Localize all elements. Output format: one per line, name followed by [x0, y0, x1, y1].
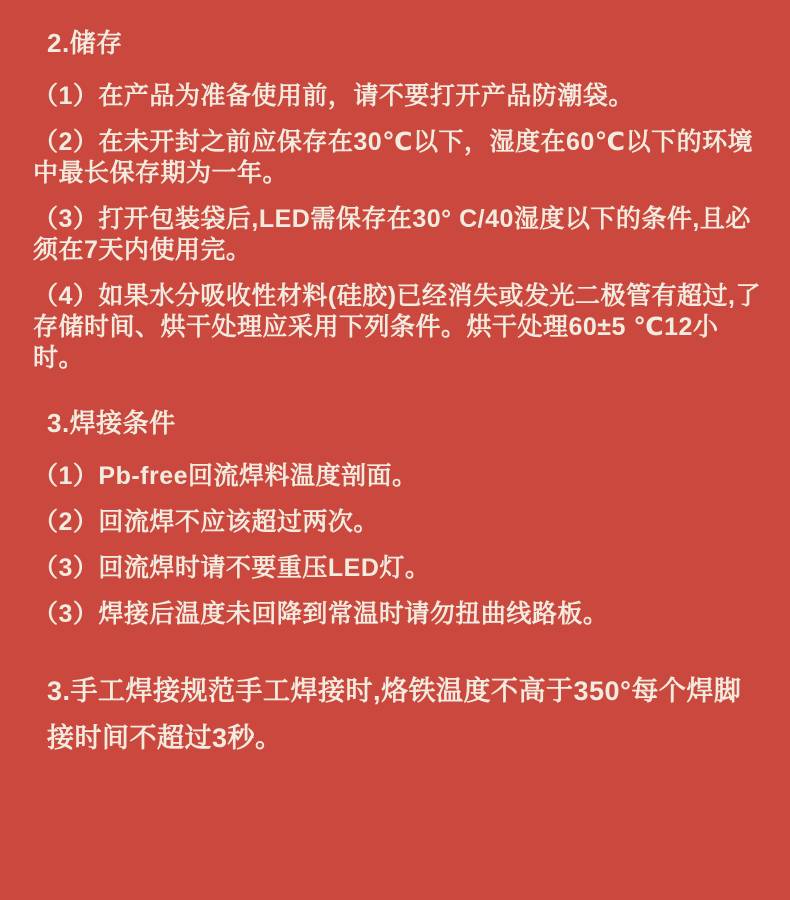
section-title-storage: 2.储存 — [47, 28, 123, 58]
section-title-soldering: 3.焊接条件 — [47, 408, 176, 438]
storage-item-3: （3）打开包装袋后,LED需保存在30° C/40湿度以下的条件,且必须在7天内使用完。 — [33, 205, 751, 264]
storage-item-1: （1）在产品为准备使用前，请不要打开产品防潮袋。 — [33, 82, 634, 110]
soldering-item-2: （2）回流焊不应该超过两次。 — [33, 508, 379, 536]
soldering-item-3: （3）回流焊时请不要重压LED灯。 — [33, 554, 431, 582]
storage-item-2: （2）在未开封之前应保存在30℃以下，湿度在60℃以下的环境中最长保存期为一年。 — [33, 128, 754, 187]
soldering-item-1: （1）Pb-free回流焊料温度剖面。 — [33, 462, 418, 490]
soldering-item-4: （3）焊接后温度未回降到常温时请勿扭曲线路板。 — [33, 600, 609, 628]
manual-soldering-note: 3.手工焊接规范手工焊接时,烙铁温度不高于350°每个焊脚接时间不超过3秒。 — [47, 676, 742, 753]
storage-item-4: （4）如果水分吸收性材料(硅胶)已经消失或发光二极管有超过,了存储时间、烘干处理应采用下列条件。烘干处理60±5 ℃12小时。 — [33, 282, 762, 372]
